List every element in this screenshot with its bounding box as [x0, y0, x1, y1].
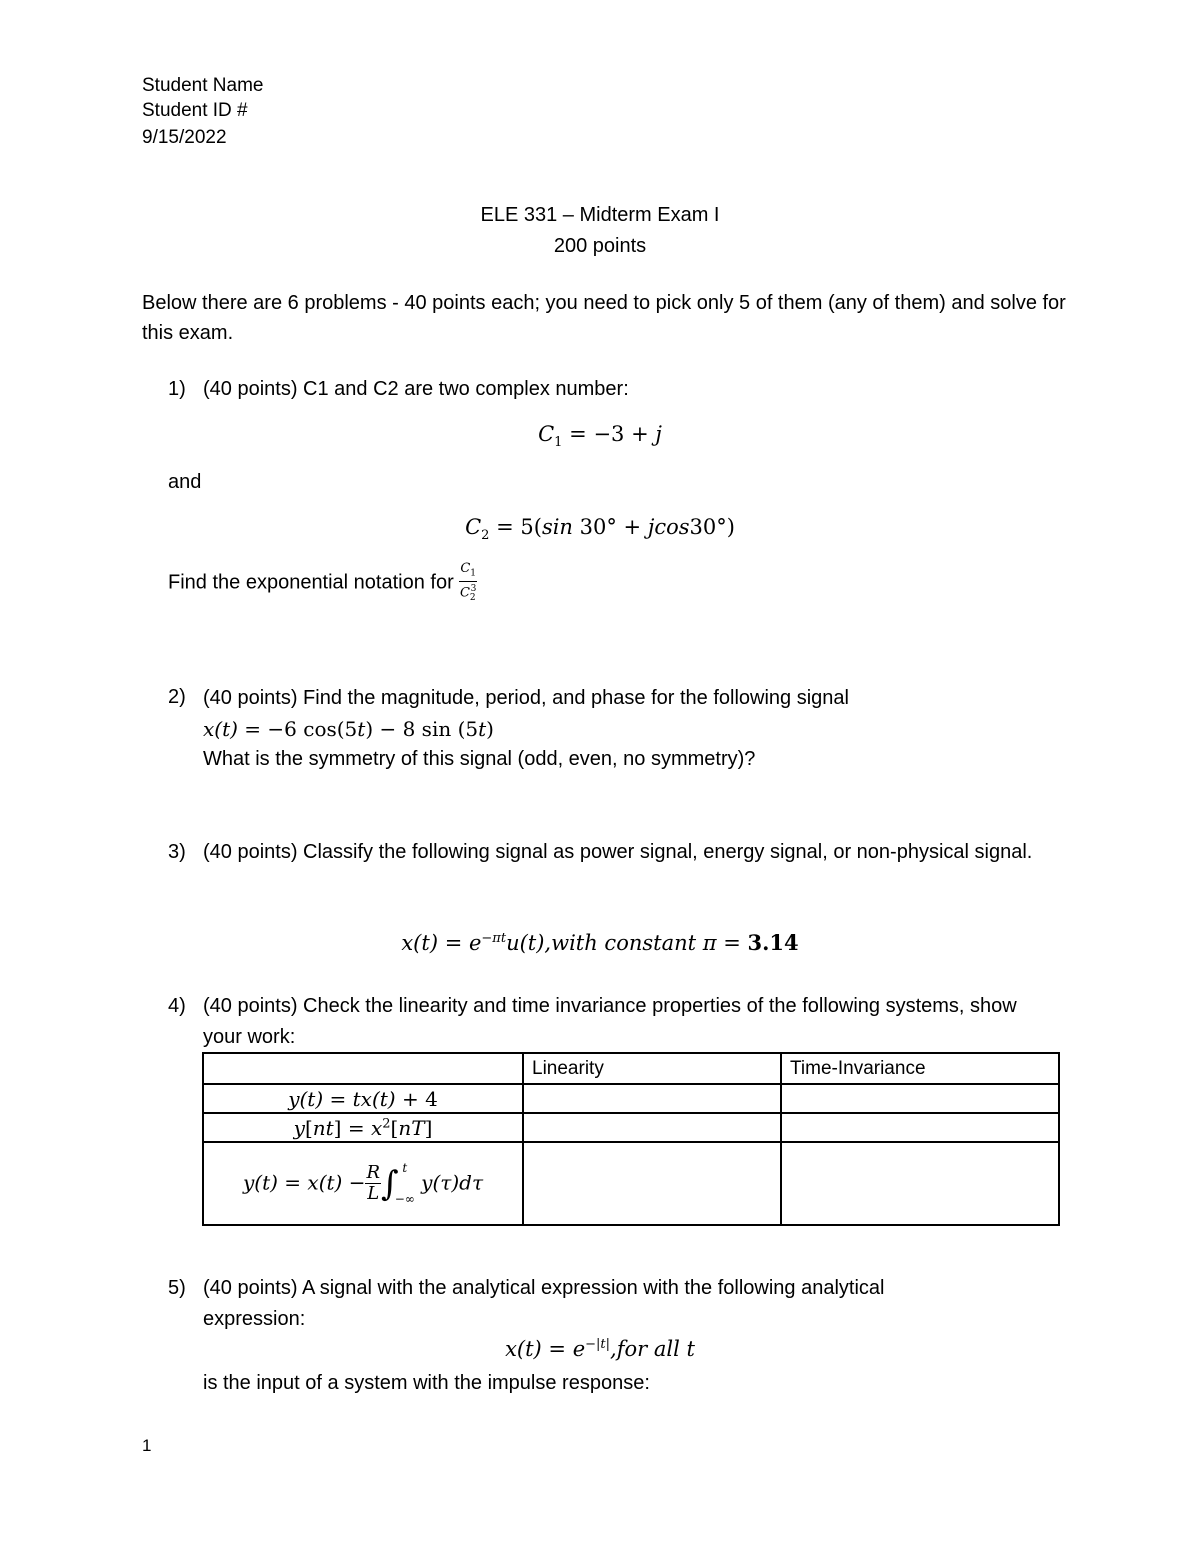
- exam-title: ELE 331 – Midterm Exam I: [480, 204, 720, 226]
- table-header-cell: Time-Invariance: [781, 1053, 1059, 1084]
- table-header-row: [203, 1053, 1059, 1084]
- problem-1-fraction: $\frac{C_1}{C_2^3}$: [459, 561, 477, 603]
- problem-1-find-text: Find the exponential notation for: [168, 571, 454, 594]
- table-cell[interactable]: [523, 1113, 781, 1142]
- problem-4-number: 4): [168, 995, 186, 1017]
- student-name: Student Name: [142, 75, 264, 96]
- problem-2-eq: x(t) = −6 cos(5t) − 8 sin (5t): [203, 717, 494, 741]
- problem-4-text: (40 points) Check the linearity and time invariance properties of the following systems, show your work:: [203, 995, 1017, 1048]
- exam-date: 9/15/2022: [142, 127, 227, 148]
- intro-text: Below there are 6 problems - 40 points each; you need to pick only 5 of them (any of them) and solve for this exam.: [142, 292, 1066, 344]
- system-equation-1: y(t) = tx(t) + 4: [203, 1084, 523, 1113]
- table-cell[interactable]: [781, 1113, 1059, 1142]
- table-cell[interactable]: [523, 1084, 781, 1113]
- table-row: [203, 1084, 1059, 1113]
- system-equation-3: y(t) = x(t) − $\frac{R}{L}$ ∫ t −∞ y(τ)dτ: [203, 1142, 523, 1225]
- table-cell[interactable]: [523, 1142, 781, 1225]
- table-cell[interactable]: [781, 1084, 1059, 1113]
- problem-3-eq: $x(t) = e^{-\pi t}u(t),with$ constant π = 3.14: [401, 930, 799, 955]
- problem-5-followup: is the input of a system with the impulse response:: [203, 1372, 650, 1394]
- table-cell[interactable]: [781, 1142, 1059, 1225]
- exam-points: 200 points: [553, 235, 647, 257]
- problem-3-text: (40 points) Classify the following signal as power signal, energy signal, or non-physical signal.: [203, 841, 1033, 863]
- problem-1-eq-c2: $C_2 = 5(\sin$ 30° + jcos30°): [465, 515, 735, 544]
- problem-1-number: 1): [168, 378, 186, 400]
- problem-2-number: 2): [168, 686, 186, 708]
- problem-5-eq: $x(t) = e^{-|t|},for$ all t: [505, 1337, 695, 1361]
- system-equation-2: $y[nt] = x^2[nT]$: [203, 1113, 523, 1142]
- table-row: [203, 1113, 1059, 1142]
- page-number: 1: [142, 1436, 152, 1455]
- problem-2-text: (40 points) Find the magnitude, period, and phase for the following signal: [203, 687, 849, 709]
- table-header-cell: Linearity: [523, 1053, 781, 1084]
- table-header-cell: [203, 1053, 523, 1084]
- table-row: [203, 1142, 1059, 1225]
- problem-1-eq-c1: $C_1 = -3 + j$: [538, 422, 662, 451]
- problem-5-number: 5): [168, 1277, 186, 1299]
- problem-2-question: What is the symmetry of this signal (odd, even, no symmetry)?: [203, 748, 756, 770]
- problem-1-find: [168, 562, 477, 605]
- problem-1-text: (40 points) C1 and C2 are two complex number:: [203, 378, 629, 400]
- problem-5-text: (40 points) A signal with the analytical expression with the following analytical expression:: [203, 1277, 885, 1330]
- properties-table: [202, 1052, 1060, 1226]
- problem-3-number: 3): [168, 841, 186, 863]
- problem-1-connector: and: [168, 471, 202, 493]
- student-id: Student ID #: [142, 100, 248, 121]
